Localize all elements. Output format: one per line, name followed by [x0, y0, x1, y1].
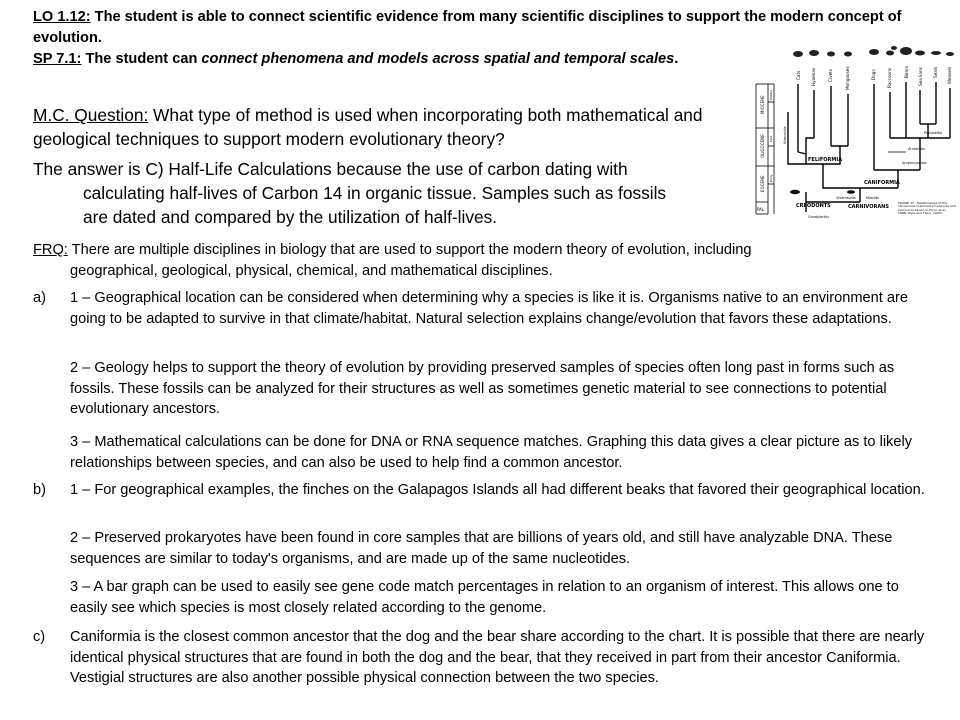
mc-answer — [33, 157, 693, 229]
epoch-oligocene: OLIGOCENE — [760, 134, 765, 158]
carnivoran-phylogeny-figure — [748, 42, 956, 234]
phylogeny-branches — [788, 82, 950, 212]
sp-label: SP 7.1: — [33, 51, 82, 67]
label-c: c) — [33, 629, 46, 645]
phylogeny-diagram — [748, 42, 956, 234]
frq-cont: geographical, geological, physical, chemical, and mathematical disciplines. — [70, 262, 553, 279]
label-a: a) — [33, 290, 46, 306]
frq-intro — [33, 240, 928, 281]
species-dogs: Dogs — [871, 69, 876, 80]
species-civets: Civets — [828, 69, 833, 82]
label-amphicyonids: Amphicyonids — [902, 161, 927, 165]
species-seals: Seals — [933, 66, 938, 78]
mc-question-text: What type of method is used when incorporating both mathematical and geological techniques to support modern evolutionary theory? — [33, 105, 703, 149]
text-b1: 1 – For geographical examples, the finches on the Galapagos Islands all had different beaks that favored their geographical location. — [70, 482, 925, 498]
label-nimravids: Nimravids — [783, 126, 787, 144]
sp-text-plain: The student can — [81, 51, 202, 67]
species-sea-lions: Sea lions — [918, 67, 923, 86]
answer-rest: calculating half-lives of Carbon 14 in organic tissue. Samples such as fossils are dated and compared by the utilization of half-lives. — [83, 183, 667, 227]
text-b3: 3 – A bar graph can be used to easily see gene code match percentages in relation to an organism of interest. This allows one to easily see which species is most closely related according to the genome. — [70, 579, 899, 616]
text-a1: 1 – Geographical location can be considered when determining why a species is like it is. Organisms native to an environment are going to be adapted to survive in that climate/habitat. Natural selection explains change/evolution that favors these adaptations. — [70, 290, 908, 327]
species-mongooses: Mongooses — [845, 66, 850, 90]
species-bears: Bears — [904, 66, 909, 78]
subdivision-late: Late — [769, 135, 773, 142]
epoch-pal: PAL. — [757, 207, 766, 212]
label-carnivorans: CARNIVORANS — [848, 204, 889, 210]
frq-first: There are multiple disciplines in biology that are used to support the modern theory of evolution, including — [67, 242, 752, 258]
lo-text: The student is able to connect scientific evidence from many scientific disciplines to support the modern concept of evolution. — [33, 9, 902, 46]
text-a3: 3 – Mathematical calculations can be done for DNA or RNA sequence matches. Graphing this data gives a clear picture as to likely relationships between species, and can also be used to help find a common ancestor. — [70, 434, 913, 471]
answer-line1: The answer is C) Half-Life Calculations because the use of carbon dating with — [33, 159, 628, 179]
frq-label: FRQ: — [33, 242, 68, 258]
label-feliformia: FELIFORMIA — [808, 157, 843, 163]
epoch-eocene: EOCENE — [760, 175, 765, 192]
lo-label: LO 1.12: — [33, 9, 91, 25]
text-c: Caniformia is the closest common ancestor that the dog and the bear share according to the chart. It is possible that there are nearly identical physical structures that are found in both the dog and the bear, that they received in part from their ancestor Caniformia. Vestigial structures are also another possible physical connection between the two species. — [70, 629, 925, 686]
sp-text-italic: connect phenomena and models across spatial and temporal scales — [201, 51, 675, 67]
mc-question — [33, 103, 733, 151]
epoch-miocene: MIOCENE — [760, 95, 765, 114]
label-creodonts: CREODONTS — [796, 203, 831, 209]
species-hyaenas: Hyaenas — [811, 67, 816, 86]
text-b2: 2 – Preserved prokaryotes have been found in core samples that are billions of years old, and still have analyzable DNA. These sequences are similar to today's organisms, and are made up of the same nucleotides. — [70, 530, 893, 567]
label-arctoidea: Arctoidea — [908, 147, 925, 151]
sp-text-end: . — [674, 51, 679, 67]
label-caniformia: CANIFORMIA — [864, 180, 900, 186]
text-a2: 2 – Geology helps to support the theory of evolution by providing preserved samples of species often long past in forms such as fossils. These fossils can be analyzed for their structures as well as sometimes genetic material to see connections to potential evolutionary ancestors. — [70, 360, 895, 417]
subdivision-middle: Middle — [769, 90, 773, 100]
subdivision-early: Early — [769, 174, 773, 182]
label-pinnipedia: Pinnipedia — [924, 131, 943, 135]
label-viverravids: Viverravids — [836, 196, 856, 200]
creodont-silhouette-icon — [790, 190, 855, 194]
animal-silhouettes-icon — [793, 46, 954, 57]
species-weasels: Weasels — [947, 66, 952, 84]
figure-caption: FIGURE 11 – Relationships of the carnivorous mammals (Creodonta and Carnivora) based on Flynn et al., 1988; Wyss and Flynn, 1993). — [898, 202, 956, 216]
label-miacids: Miacids — [866, 196, 880, 200]
label-condylarths: Condylarths — [808, 215, 830, 219]
mc-label: M.C. Question: — [33, 105, 149, 125]
species-cats: Cats — [796, 70, 801, 80]
label-b: b) — [33, 482, 46, 498]
species-raccoons: Raccoons — [887, 68, 892, 88]
